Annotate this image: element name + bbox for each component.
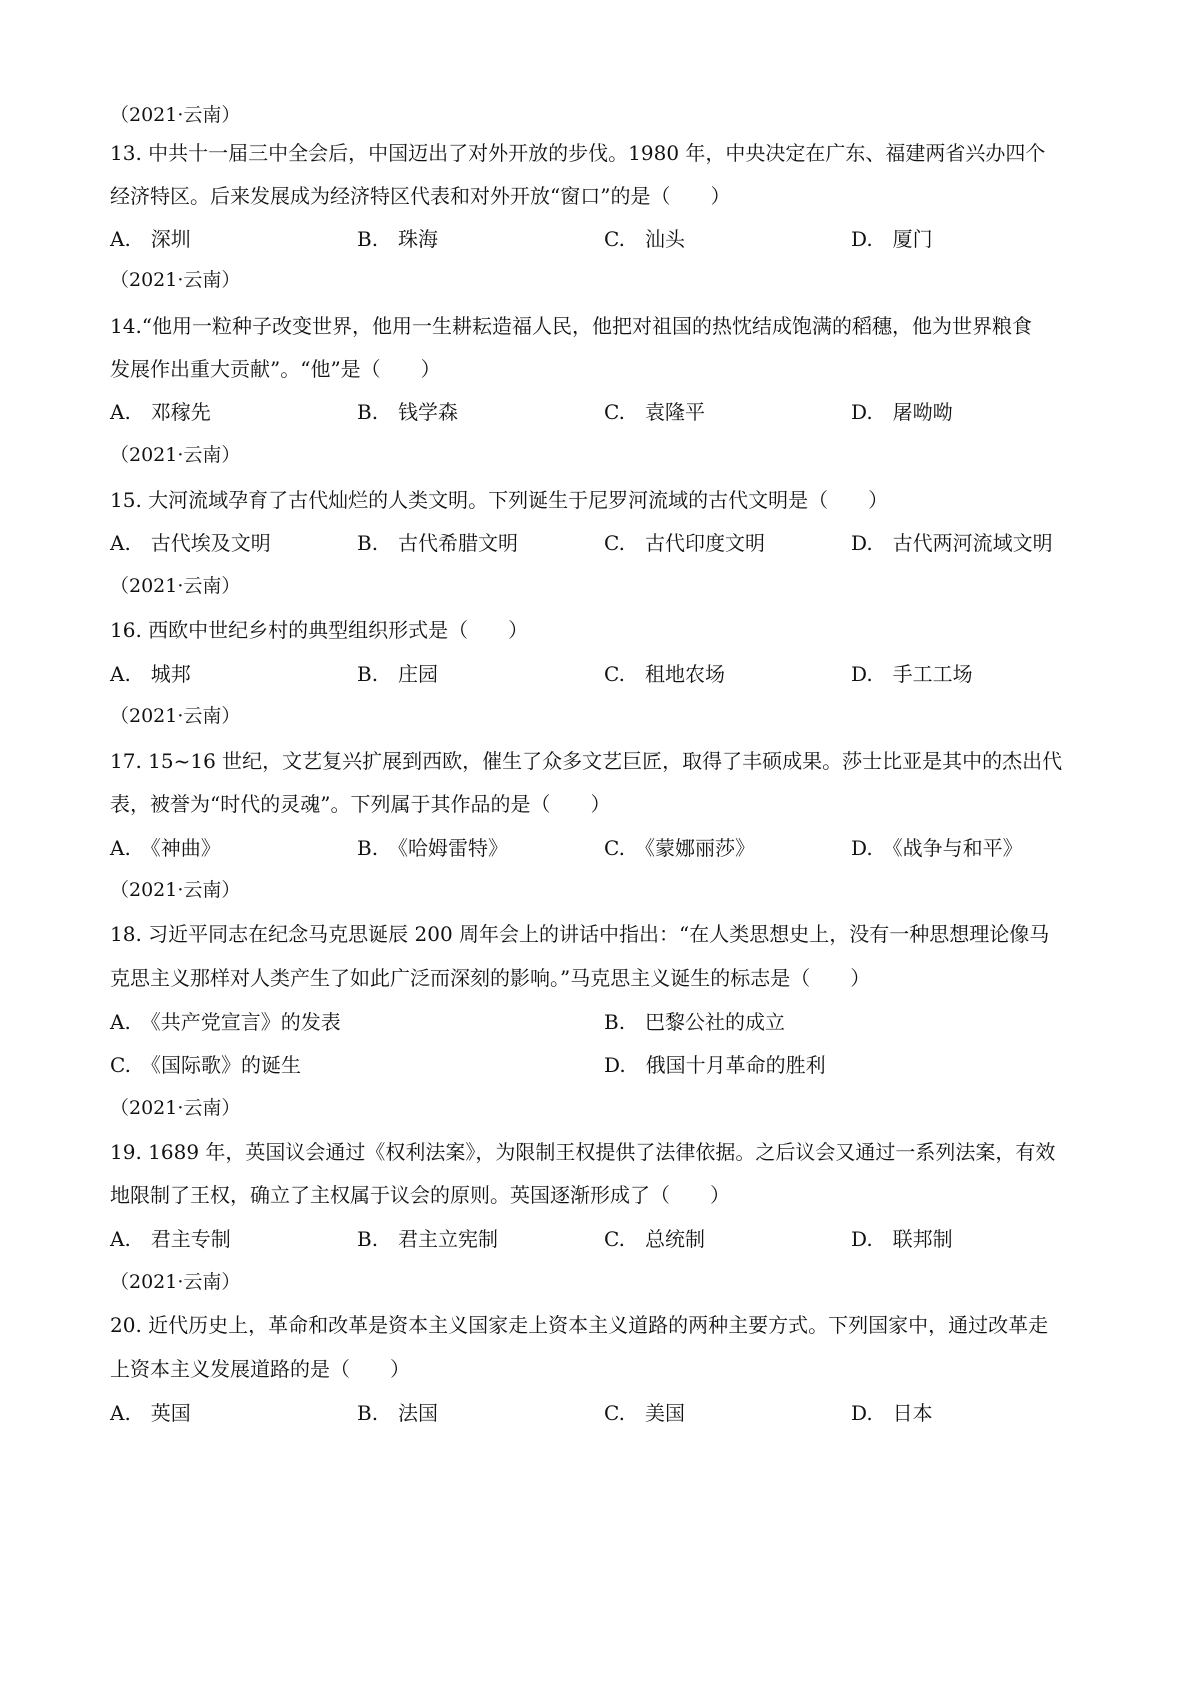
question-13-option-d: D. 厦门: [851, 227, 933, 251]
question-15-option-b: B. 古代希腊文明: [357, 531, 519, 555]
question-14-option-a: A. 邓稼先: [110, 400, 211, 424]
question-17-stem-line-2: 表，被誉为“时代的灵魂”。下列属于其作品的是（ ）: [110, 792, 611, 816]
question-19-option-a: A. 君主专制: [110, 1227, 231, 1251]
question-19-option-b: B. 君主立宪制: [357, 1227, 499, 1251]
question-16-stem-line-1: 16. 西欧中世纪乡村的典型组织形式是（ ）: [110, 618, 529, 642]
question-14-option-c: C. 袁隆平: [604, 400, 705, 424]
question-source: （2021·云南）: [110, 444, 241, 466]
question-18-option-d: D. 俄国十月革命的胜利: [604, 1053, 826, 1077]
question-20-stem-line-2: 上资本主义发展道路的是（ ）: [110, 1357, 410, 1381]
question-16-option-c: C. 租地农场: [604, 662, 725, 686]
question-20-option-c: C. 美国: [604, 1401, 685, 1425]
question-source: （2021·云南）: [110, 269, 241, 291]
question-16-option-d: D. 手工工场: [851, 662, 973, 686]
question-17-option-b: B. 《哈姆雷特》: [357, 836, 509, 860]
question-19-option-c: C. 总统制: [604, 1227, 705, 1251]
question-14-option-d: D. 屠呦呦: [851, 400, 953, 424]
question-17-option-a: A. 《神曲》: [110, 836, 221, 860]
question-13-option-b: B. 珠海: [357, 227, 439, 251]
question-13-stem-line-2: 经济特区。后来发展成为经济特区代表和对外开放“窗口”的是（ ）: [110, 184, 731, 208]
question-source: （2021·云南）: [110, 104, 241, 126]
question-16-option-a: A. 城邦: [110, 662, 191, 686]
question-17-stem-line-1: 17. 15~16 世纪，文艺复兴扩展到西欧，催生了众多文艺巨匠，取得了丰硕成果。莎士比亚是其中的杰出代: [110, 749, 1063, 773]
question-14-option-b: B. 钱学森: [357, 400, 459, 424]
question-source: （2021·云南）: [110, 1271, 241, 1293]
question-source: （2021·云南）: [110, 1097, 241, 1119]
question-18-stem-line-1: 18. 习近平同志在纪念马克思诞辰 200 周年会上的讲话中指出：“在人类思想史上，没有一种思想理论像马: [110, 922, 1050, 946]
question-13-option-a: A. 深圳: [110, 227, 191, 251]
question-19-stem-line-2: 地限制了王权，确立了主权属于议会的原则。英国逐渐形成了（ ）: [110, 1183, 730, 1207]
question-source: （2021·云南）: [110, 705, 241, 727]
question-16-option-b: B. 庄园: [357, 662, 439, 686]
question-20-option-a: A. 英国: [110, 1401, 191, 1425]
question-15-option-c: C. 古代印度文明: [604, 531, 765, 555]
question-14-stem-line-2: 发展作出重大贡献”。“他”是（ ）: [110, 357, 441, 381]
question-20-stem-line-1: 20. 近代历史上，革命和改革是资本主义国家走上资本主义道路的两种主要方式。下列国家中，通过改革走: [110, 1313, 1049, 1337]
question-15-option-d: D. 古代两河流域文明: [851, 531, 1053, 555]
question-source: （2021·云南）: [110, 879, 241, 901]
question-13-option-c: C. 汕头: [604, 227, 685, 251]
question-18-option-b: B. 巴黎公社的成立: [604, 1010, 786, 1034]
question-14-stem-line-1: 14.“他用一粒种子改变世界，他用一生耕耘造福人民，他把对祖国的热忱结成饱满的稻穗，他为世界粮食: [110, 314, 1033, 338]
question-18-stem-line-2: 克思主义那样对人类产生了如此广泛而深刻的影响。”马克思主义诞生的标志是（ ）: [110, 966, 871, 990]
question-15-option-a: A. 古代埃及文明: [110, 531, 271, 555]
question-20-option-b: B. 法国: [357, 1401, 439, 1425]
question-source: （2021·云南）: [110, 575, 241, 597]
question-19-option-d: D. 联邦制: [851, 1227, 953, 1251]
question-15-stem-line-1: 15. 大河流域孕育了古代灿烂的人类文明。下列诞生于尼罗河流域的古代文明是（ ）: [110, 488, 889, 512]
question-19-stem-line-1: 19. 1689 年，英国议会通过《权利法案》，为限制王权提供了法律依据。之后议会又通过一系列法案，有效: [110, 1140, 1056, 1164]
question-17-option-c: C. 《蒙娜丽莎》: [604, 836, 755, 860]
question-17-option-d: D. 《战争与和平》: [851, 836, 1023, 860]
question-18-option-a: A. 《共产党宣言》的发表: [110, 1010, 341, 1034]
question-20-option-d: D. 日本: [851, 1401, 933, 1425]
question-18-option-c: C. 《国际歌》的诞生: [110, 1053, 301, 1077]
question-13-stem-line-1: 13. 中共十一届三中全会后，中国迈出了对外开放的步伐。1980 年，中央决定在广东、福建两省兴办四个: [110, 141, 1046, 165]
